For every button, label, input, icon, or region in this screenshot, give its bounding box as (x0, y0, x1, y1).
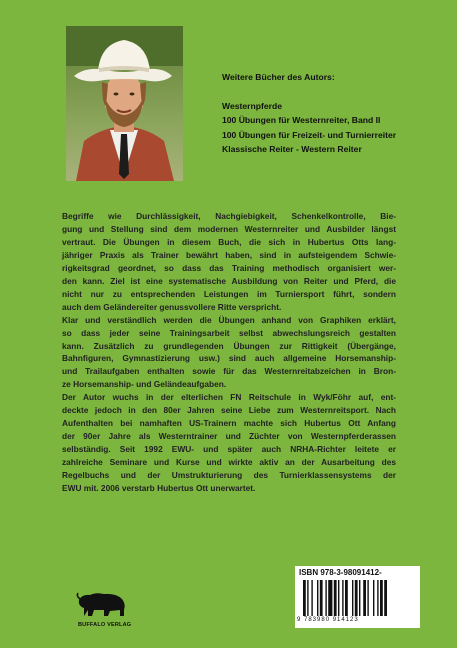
text-line: Klar und verständlich werden die Übungen anhand von Graphiken erklärt, (62, 314, 396, 325)
book-title: Klassische Reiter - Western Reiter (222, 144, 362, 154)
isbn-number: ISBN 978-3-98091412- (299, 568, 382, 577)
text-line: auch dem Geländereiter genussvollere Ritte verspricht. (62, 301, 282, 312)
book-title: Westernpferde (222, 100, 283, 111)
text-line: Der Autor wuchs in der elterlichen FN Reitschule in Wyk/Föhr auf, ent- (62, 392, 396, 403)
text-line: rigkeitsgrad geordnet, so dass das Training methodisch organisiert wer- (62, 262, 396, 273)
text-line: und Trailaufgaben enthalten sowie für das Westernreitabzeichen in Bron- (62, 366, 396, 377)
isbn-barcode-box (295, 566, 420, 628)
publisher-name: BUFFALO VERLAG (78, 622, 132, 628)
text-line: EWU mit. 2006 verstarb Hubertus Ott unerwartet. (62, 483, 256, 494)
text-line: nicht nur zu entsprechenden Leistungen im Turniersport führt, sondern (62, 288, 396, 299)
blurb-paragraph-2 (62, 314, 396, 392)
author-portrait-image (66, 26, 183, 181)
text-line: deckte jedoch in den 80er Jahren seine Liebe zum Westernreitsport. Nach (62, 405, 396, 416)
other-books-list (222, 70, 442, 157)
text-line: zahlreiche Seminare und Kurse und wirkte aktiv an der Ausarbeitung des (62, 457, 396, 468)
text-line: Regelbuchs und der Umstrukturierung des Turnierklassensystems der (62, 470, 396, 481)
publisher-logo (70, 590, 140, 635)
blurb-paragraph-1 (62, 210, 396, 314)
text-line: vertraut. Die Übungen in diesem Buch, die sich in Hubertus Otts lang- (62, 236, 396, 247)
other-books-heading: Weitere Bücher des Autors: (222, 72, 335, 82)
text-line: ze Horsemanship- und Geländeaufgaben. (62, 379, 227, 390)
text-line: Begriffe wie Durchlässigkeit, Nachgiebigkeit, Schenkelkontrolle, Bie- (62, 211, 396, 221)
book-title: 100 Übungen für Freizeit- und Turnierreiter (222, 129, 397, 140)
text-line: der 90er Jahre als Westerntrainer und Züchter von Westernpferderassen (62, 431, 396, 442)
blurb-text (62, 210, 396, 495)
book-title: 100 Übungen für Westernreiter, Band II (222, 115, 381, 125)
text-line: kann. Zusätzlich zu grundlegenden Übungen zur Rittigkeit (Übergänge, (62, 340, 396, 351)
text-line: Bahnfiguren, Gymnastizierung usw.) sind auch allgemeine Horsemanship- (62, 353, 396, 364)
text-line: jähriger Praxis als Trainer bewährt haben, sind in aufsteigendem Schwie- (62, 249, 396, 260)
text-line: gung und Stellung sind dem modernen Westernreiter und Ausbilder längst (62, 223, 396, 234)
text-line: so dass jeder seine Trainingsarbeit selbst abwechslungsreich gestalten (62, 327, 396, 338)
text-line: Aufenthalten bei namhaften US-Trainern machte sich Hubertus Ott Anfang (62, 418, 396, 429)
barcode-digits: 9 783980 914123 (297, 617, 359, 623)
author-photo (66, 26, 183, 181)
text-line: den kann. Ziel ist eine systematische Ausbildung von Reiter und Pferd, die (62, 275, 396, 286)
barcode-icon (303, 580, 415, 616)
author-bio-paragraph (62, 391, 396, 495)
text-line: selbständig. Seit 1992 EWU- und später auch NRHA-Richter leitete er (62, 444, 396, 455)
buffalo-icon (70, 590, 140, 620)
